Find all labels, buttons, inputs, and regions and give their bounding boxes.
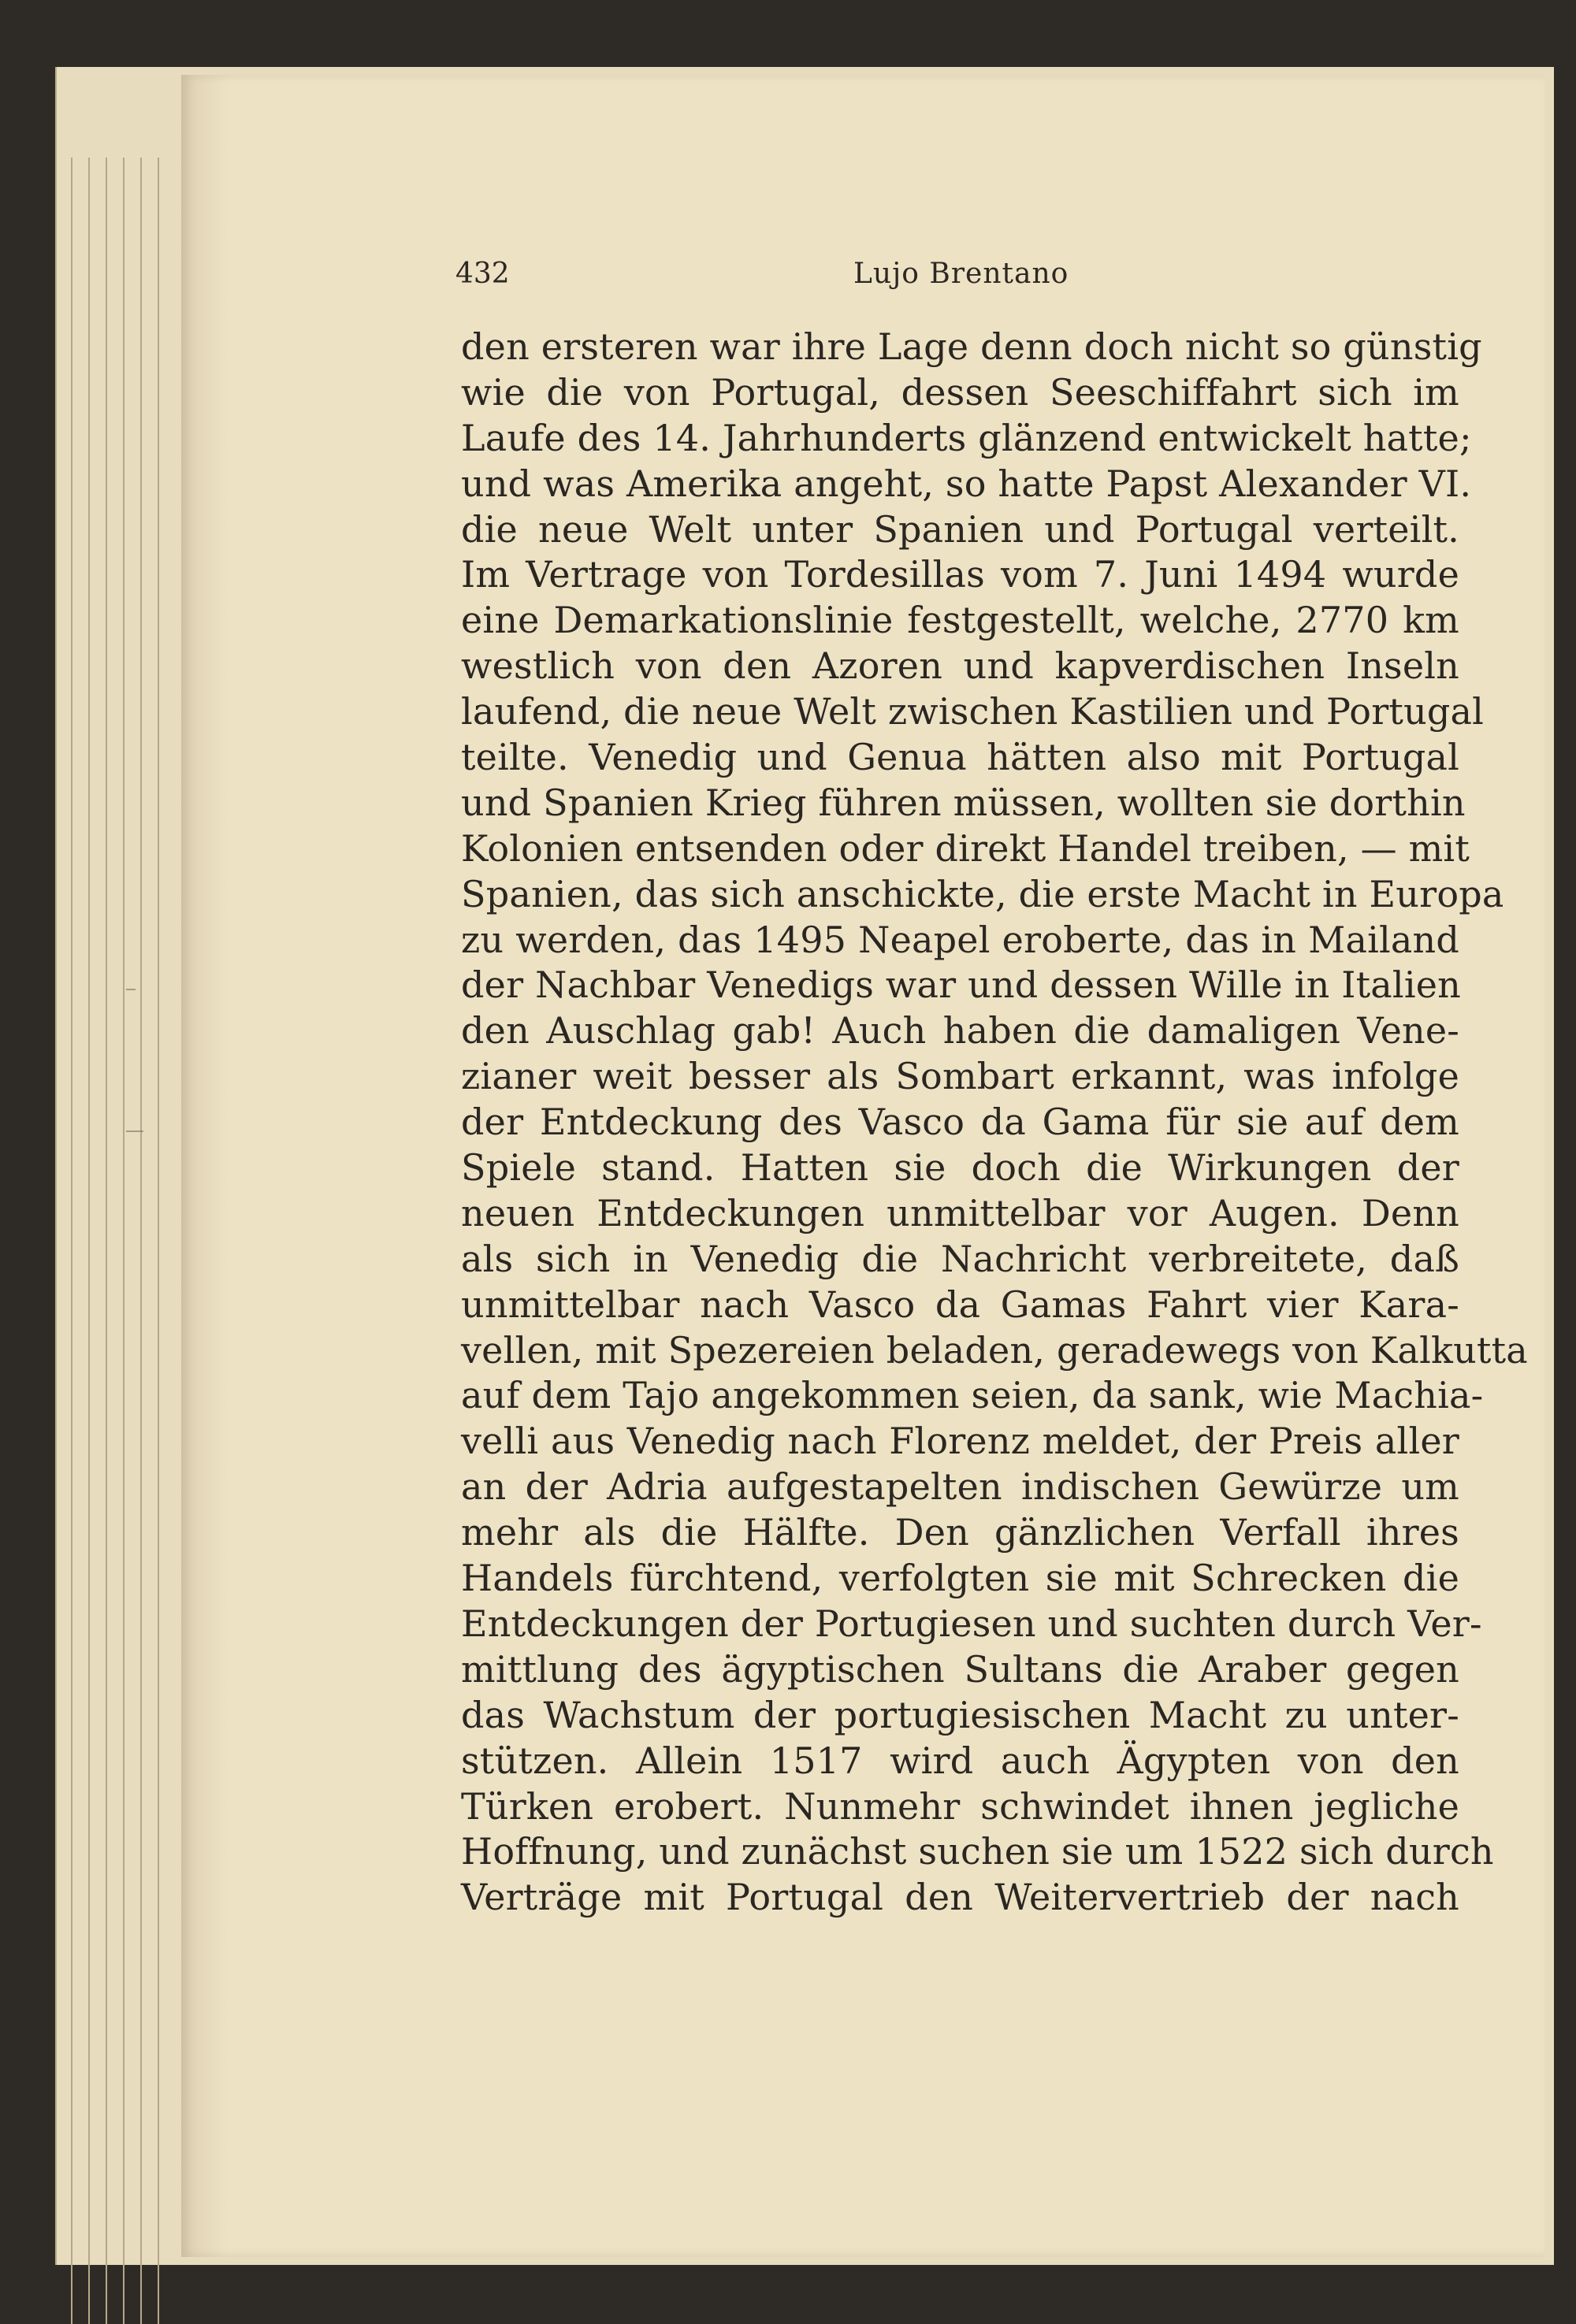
text-line: Entdeckungen der Portugiesen und suchten durch Ver- [461,1602,1482,1645]
text-line: die neue Welt unter Spanien und Portugal verteilt. [461,507,1459,551]
text-line: mehr als die Hälfte. Den gänzlichen Verfall ihres [461,1511,1459,1554]
text-line: stützen. Allein 1517 wird auch Ägypten von den [461,1739,1459,1782]
text-line: Hoffnung, und zunächst suchen sie um 1522 sich durch [461,1830,1494,1873]
text-line: Türken erobert. Nunmehr schwindet ihnen jegliche [461,1784,1459,1828]
text-line: wie die von Portugal, dessen Seeschiffahrt sich im [461,370,1459,414]
text-line: den ersteren war ihre Lage denn doch nicht so günstig [461,325,1482,368]
page-header [455,252,1464,296]
page-edge-line [123,158,125,2324]
text-line: der Entdeckung des Vasco da Gama für sie auf dem [461,1101,1459,1144]
text-line: der Nachbar Venedigs war und dessen Wille in Italien [461,963,1461,1007]
text-line: das Wachstum der portugiesischen Macht zu unter- [461,1693,1459,1736]
text-line: Verträge mit Portugal den Weitervertrieb der nach [461,1876,1459,1919]
text-line: teilte. Venedig und Genua hätten also mit Portugal [461,736,1459,779]
text-line: Im Vertrage von Tordesillas vom 7. Juni 1494 wurde [461,553,1459,596]
margin-mark [126,1130,143,1132]
text-line: zu werden, das 1495 Neapel eroberte, das in Mailand [461,918,1459,961]
text-line: und Spanien Krieg führen müssen, wollten sie dorthin [461,781,1466,824]
text-line: Laufe des 14. Jahrhunderts glänzend entwickelt hatte; [461,416,1472,459]
text-line: vellen, mit Spezereien beladen, geradewegs von Kalkutta [461,1328,1528,1372]
text-line: eine Demarkationslinie festgestellt, welche, 2770 km [461,599,1459,642]
running-head: Lujo Brentano [853,258,1069,290]
text-line: Spanien, das sich anschickte, die erste Macht in Europa [461,872,1504,915]
body-text [461,325,1528,1921]
margin-mark [126,989,136,990]
text-line: laufend, die neue Welt zwischen Kastilien und Portugal [461,690,1485,733]
text-line: zianer weit besser als Sombart erkannt, was infolge [461,1055,1459,1098]
page-edge-line [88,158,90,2324]
text-line: auf dem Tajo angekommen seien, da sank, wie Machia- [461,1374,1484,1417]
page-number: 432 [455,258,510,290]
text-line: velli aus Venedig nach Florenz meldet, der Preis aller [461,1420,1459,1463]
text-line: Handels fürchtend, verfolgten sie mit Schrecken die [461,1557,1459,1600]
text-line: als sich in Venedig die Nachricht verbreitete, daß [461,1237,1459,1280]
page-edge-line [158,158,159,2324]
text-line: mittlung des ägyptischen Sultans die Araber gegen [461,1647,1459,1691]
page-gutter-shadow [181,75,229,2257]
text-line: Kolonien entsenden oder direkt Handel treiben, — mit [461,826,1470,870]
text-line: Spiele stand. Hatten sie doch die Wirkungen der [461,1146,1459,1190]
text-line: unmittelbar nach Vasco da Gamas Fahrt vier Kara- [461,1283,1459,1326]
text-line: den Auschlag gab! Auch haben die damaligen Vene- [461,1009,1459,1052]
page-edge-line [140,158,142,2324]
text-line: neuen Entdeckungen unmittelbar vor Augen. Denn [461,1191,1459,1234]
margin-marks [126,989,158,1194]
text-line: an der Adria aufgestapelten indischen Gewürze um [461,1465,1459,1509]
text-line: und was Amerika angeht, so hatte Papst Alexander VI. [461,462,1472,505]
text-line: westlich von den Azoren und kapverdischen Inseln [461,644,1459,688]
page-edge-line [106,158,107,2324]
page-edge-line [71,158,72,2324]
